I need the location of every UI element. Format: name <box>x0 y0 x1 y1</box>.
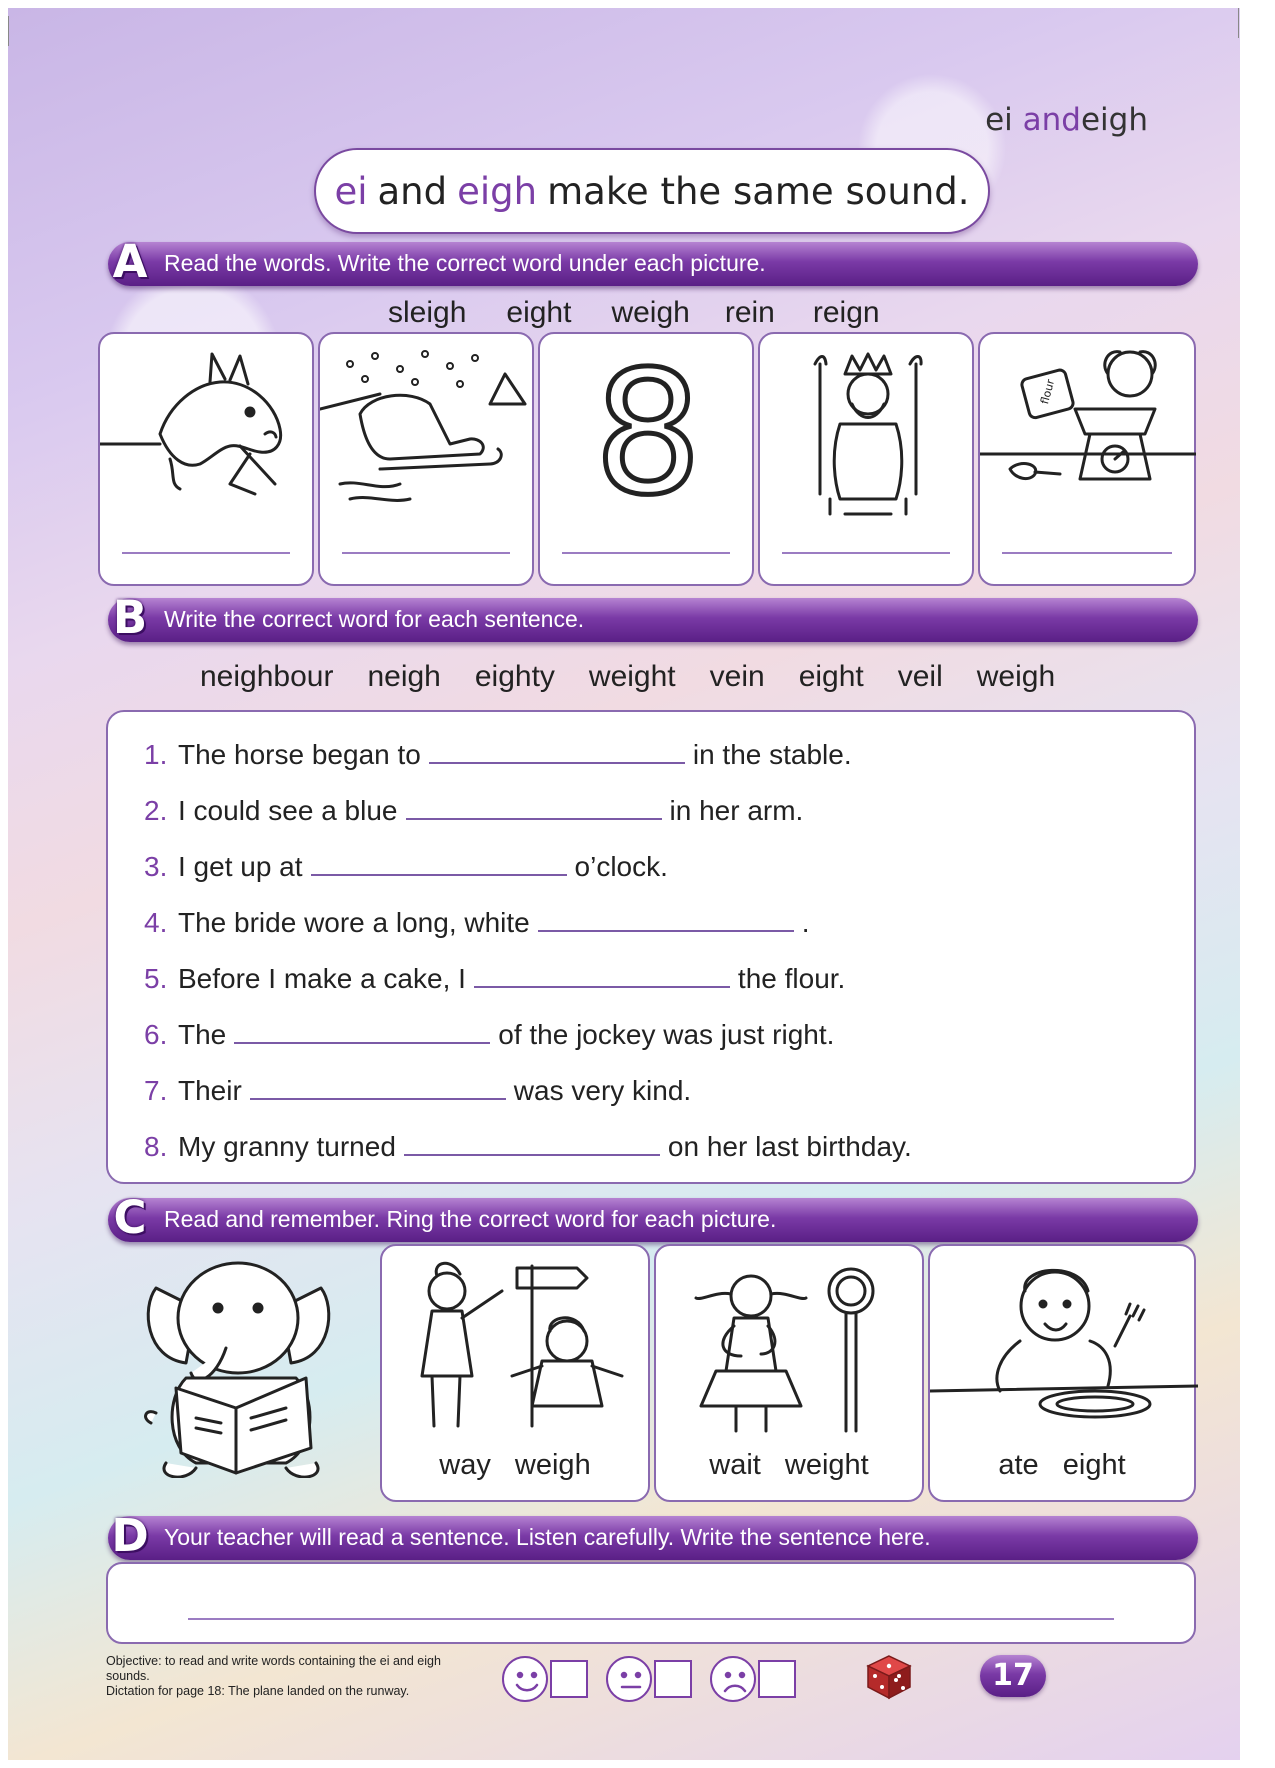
picture-box-king <box>758 332 974 586</box>
title-rest: make the same sound. <box>547 169 970 213</box>
choice-options <box>382 1449 648 1482</box>
section-d-letter: D <box>111 1509 149 1562</box>
answer-line[interactable] <box>342 552 510 554</box>
choice-box-wait <box>654 1244 924 1502</box>
dictation-box <box>106 1562 1196 1644</box>
happy-tick-box[interactable] <box>550 1660 588 1698</box>
picture-box-flour <box>978 332 1196 586</box>
worksheet-page <box>8 8 1240 1760</box>
section-b-word-bank <box>200 660 1055 694</box>
sentence-number: 6. <box>144 1019 168 1050</box>
sentence-text-after: was very kind. <box>513 1075 692 1106</box>
dice-icon <box>866 1654 912 1700</box>
answer-blank[interactable] <box>406 792 662 820</box>
sentence-8 <box>144 1128 912 1163</box>
sentence-number: 3. <box>144 851 168 882</box>
tag-and: and <box>1022 102 1081 138</box>
sentence-7 <box>144 1072 691 1107</box>
answer-blank[interactable] <box>404 1128 660 1156</box>
girl-at-bus-stop-icon <box>656 1246 926 1436</box>
option-weigh[interactable]: weigh <box>514 1449 591 1481</box>
weighing-flour-icon <box>980 334 1196 534</box>
choice-box-ate <box>928 1244 1196 1502</box>
section-c-instruction: Read and remember. Ring the correct word for each picture. <box>164 1206 777 1232</box>
word-veil: veil <box>897 660 943 693</box>
neutral-face-icon[interactable] <box>606 1656 652 1702</box>
word-eight: eight <box>506 296 572 329</box>
answer-line[interactable] <box>562 552 730 554</box>
dictation-answer-line[interactable] <box>188 1618 1114 1620</box>
tag-eigh: eigh <box>1080 102 1148 138</box>
asking-directions-icon <box>382 1246 652 1436</box>
section-a-instruction: Read the words. Write the correct word under each picture. <box>164 250 766 276</box>
happy-face-icon[interactable] <box>502 1656 548 1702</box>
title-and: and <box>377 169 448 213</box>
sentence-text-after: on her last birthday. <box>667 1131 912 1162</box>
word-eight: eight <box>798 660 864 693</box>
answer-line[interactable] <box>782 552 950 554</box>
horse-icon <box>100 334 316 534</box>
sleigh-icon <box>320 334 536 534</box>
sentence-text-after: o’clock. <box>574 851 668 882</box>
sentence-text-before: The horse began to <box>178 739 421 770</box>
sentence-text-after: in her arm. <box>669 795 804 826</box>
sad-tick-box[interactable] <box>758 1660 796 1698</box>
word-sleigh: sleigh <box>388 296 467 329</box>
page-number: 17 <box>980 1655 1046 1697</box>
word-vein: vein <box>709 660 765 693</box>
king-icon <box>760 334 976 534</box>
objective-text: Objective: to read and write words containing the ei and eigh sounds. <box>106 1654 441 1683</box>
word-weigh: weigh <box>976 660 1056 693</box>
sentence-number: 2. <box>144 795 168 826</box>
section-a-word-bank <box>388 296 880 330</box>
word-eighty: eighty <box>474 660 555 693</box>
choice-box-way <box>380 1244 650 1502</box>
answer-blank[interactable] <box>311 848 567 876</box>
footer-notes <box>106 1654 466 1699</box>
dictation-text: Dictation for page 18: The plane landed on the runway. <box>106 1684 410 1698</box>
tag-ei: ei <box>985 102 1013 138</box>
option-wait[interactable]: wait <box>709 1449 761 1481</box>
word-weigh: weigh <box>611 296 690 329</box>
sentence-text-after: the flour. <box>737 963 846 994</box>
sentence-number: 1. <box>144 739 168 770</box>
option-way[interactable]: way <box>439 1449 491 1481</box>
sentence-text-before: I get up at <box>178 851 303 882</box>
section-d-banner <box>108 1509 1198 1562</box>
option-ate[interactable]: ate <box>998 1449 1039 1481</box>
answer-line[interactable] <box>1002 552 1172 554</box>
sentence-text-before: I could see a blue <box>178 795 398 826</box>
section-c-letter: C <box>113 1191 147 1244</box>
word-weight: weight <box>588 660 676 693</box>
sentence-3 <box>144 848 668 883</box>
sentence-number: 7. <box>144 1075 168 1106</box>
picture-box-sleigh <box>318 332 534 586</box>
elephant-reading-icon <box>136 1248 346 1478</box>
word-rein: rein <box>724 296 775 329</box>
sentence-text-before: Before I make a cake, I <box>178 963 466 994</box>
answer-blank[interactable] <box>250 1072 506 1100</box>
sentence-text-before: My granny turned <box>178 1131 396 1162</box>
sentence-5 <box>144 960 845 995</box>
boy-eating-icon <box>930 1246 1198 1436</box>
sentence-text-after: in the stable. <box>692 739 852 770</box>
section-c-banner <box>108 1191 1198 1244</box>
topic-tag <box>985 102 1148 138</box>
eight-glyph: 8 <box>593 335 703 533</box>
sentence-text-after: . <box>801 907 810 938</box>
section-a-letter: A <box>112 235 148 288</box>
neutral-tick-box[interactable] <box>654 1660 692 1698</box>
answer-blank[interactable] <box>234 1016 490 1044</box>
title-ei: ei <box>334 169 368 213</box>
section-a-banner <box>108 235 1198 288</box>
page-title <box>314 148 990 234</box>
flour-label: flour <box>1038 377 1058 406</box>
sentence-number: 5. <box>144 963 168 994</box>
number-eight-icon <box>540 334 756 534</box>
sentence-text-before: The bride wore a long, white <box>178 907 530 938</box>
sentences-box <box>106 710 1196 1184</box>
section-b-instruction: Write the correct word for each sentence. <box>164 606 585 632</box>
picture-box-horse <box>98 332 314 586</box>
sentence-number: 8. <box>144 1131 168 1162</box>
crop-mark <box>1238 8 1239 38</box>
sad-face-icon[interactable] <box>710 1656 756 1702</box>
word-neighbour: neighbour <box>200 660 334 693</box>
sentence-1 <box>144 736 852 771</box>
option-eight[interactable]: eight <box>1062 1449 1126 1481</box>
sentence-6 <box>144 1016 834 1051</box>
option-weight[interactable]: weight <box>784 1449 869 1481</box>
word-reign: reign <box>812 296 880 329</box>
answer-blank[interactable] <box>474 960 730 988</box>
answer-line[interactable] <box>122 552 290 554</box>
section-b-banner <box>108 591 1198 644</box>
answer-blank[interactable] <box>538 904 794 932</box>
sentence-4 <box>144 904 810 939</box>
word-neigh: neigh <box>367 660 441 693</box>
choice-options <box>656 1449 922 1482</box>
sentence-text-before: Their <box>178 1075 242 1106</box>
crop-mark <box>8 16 9 46</box>
section-d-instruction: Your teacher will read a sentence. Listen carefully. Write the sentence here. <box>164 1524 931 1550</box>
sentence-2 <box>144 792 803 827</box>
title-eigh: eigh <box>457 169 538 213</box>
sentence-text-after: of the jockey was just right. <box>498 1019 835 1050</box>
sentence-number: 4. <box>144 907 168 938</box>
sentence-text-before: The <box>178 1019 227 1050</box>
picture-box-eight <box>538 332 754 586</box>
choice-options <box>930 1449 1194 1482</box>
answer-blank[interactable] <box>429 736 685 764</box>
section-b-letter: B <box>112 591 148 644</box>
